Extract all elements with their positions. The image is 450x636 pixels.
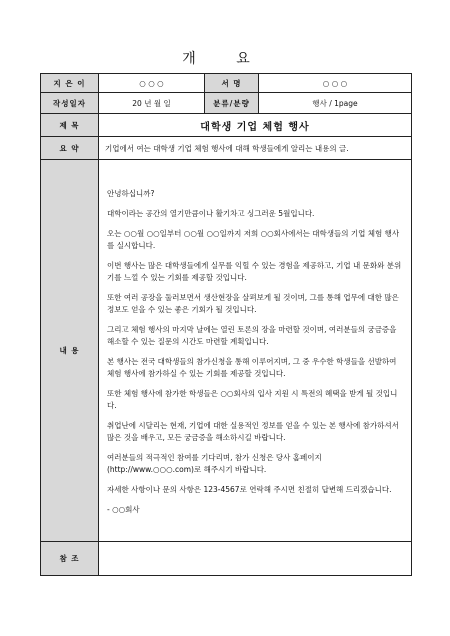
summary-value: 기업에서 여는 대학생 기업 체험 행사에 대해 학생들에게 알리는 내용의 글. [99, 137, 412, 160]
category-value: 행사 / 1page [259, 93, 412, 114]
document-title: 개 요 [182, 51, 268, 67]
reference-label: 참 조 [41, 542, 99, 576]
date-label: 작성일자 [41, 93, 99, 114]
date-value: 20 년 월 일 [99, 93, 205, 114]
category-label: 분류/분량 [205, 93, 259, 114]
author-value: ○ ○ ○ [99, 74, 205, 93]
content-body [99, 160, 412, 542]
content-paragraph: 취업난에 시달리는 현재, 기업에 대한 실용적인 정보를 얻을 수 있는 본 행사에 참가하셔서 많은 것을 배우고, 모든 궁금증을 해소하시길 바랍니다. [107, 421, 399, 442]
author-label: 지 은 이 [41, 74, 99, 93]
subject-value: 대학생 기업 체험 행사 [99, 114, 412, 137]
content-paragraph: 여러분들의 적극적인 참여를 기다리며, 참가 신청은 당사 홈페이지(http://www.○○○.com)로 해주시기 바랍니다. [107, 453, 322, 474]
subject-label: 제 목 [41, 114, 99, 137]
content-paragraph: 또한 여러 공장을 둘러보면서 생산현장을 살펴보게 될 것이며, 그를 통해 업무에 대한 많은 정보도 얻을 수 있는 좋은 기회가 될 것입니다. [107, 293, 399, 314]
content-paragraph: 오는 ○○월 ○○일부터 ○○월 ○○일까지 저희 ○○회사에서는 대학생들의 기업 체험 행사를 실시합니다. [107, 229, 400, 250]
content-paragraph: 안녕하십니까? [107, 189, 155, 198]
content-paragraph: 또한 체험 행사에 참가한 학생들은 ○○회사의 입사 지원 시 특전의 혜택을 받게 될 것입니다. [107, 389, 398, 410]
content-paragraph: 본 행사는 전국 대학생들의 참가신청을 통해 이루어지며, 그 중 우수한 학생들을 선발하여 체험 행사에 참가하실 수 있는 기회를 제공할 것입니다. [107, 357, 397, 378]
reference-value [99, 542, 412, 576]
book-title-value: ○ ○ ○ [259, 74, 412, 93]
content-label: 내 용 [41, 160, 99, 542]
content-paragraph: 이번 행사는 많은 대학생들에게 실무를 익힐 수 있는 경험을 제공하고, 기업 내 문화와 분위기를 느낄 수 있는 기회를 제공할 것입니다. [107, 261, 402, 282]
content-paragraph: 그리고 체험 행사의 마지막 날에는 열린 토론의 장을 마련할 것이며, 여러분들의 궁금증을 해소할 수 있는 질문의 시간도 마련할 계획입니다. [107, 325, 397, 346]
summary-label: 요 약 [41, 137, 99, 160]
content-paragraph: 대학이라는 공간의 열기만큼이나 활기차고 싱그러운 5월입니다. [107, 209, 315, 218]
content-paragraph: 자세한 사항이나 문의 사항은 123-4567로 연락해 주시면 친절히 답변해 드리겠습니다. [107, 485, 392, 494]
content-paragraph: - ○○회사 [107, 505, 140, 514]
book-title-label: 서 명 [205, 74, 259, 93]
summary-table [40, 73, 412, 576]
